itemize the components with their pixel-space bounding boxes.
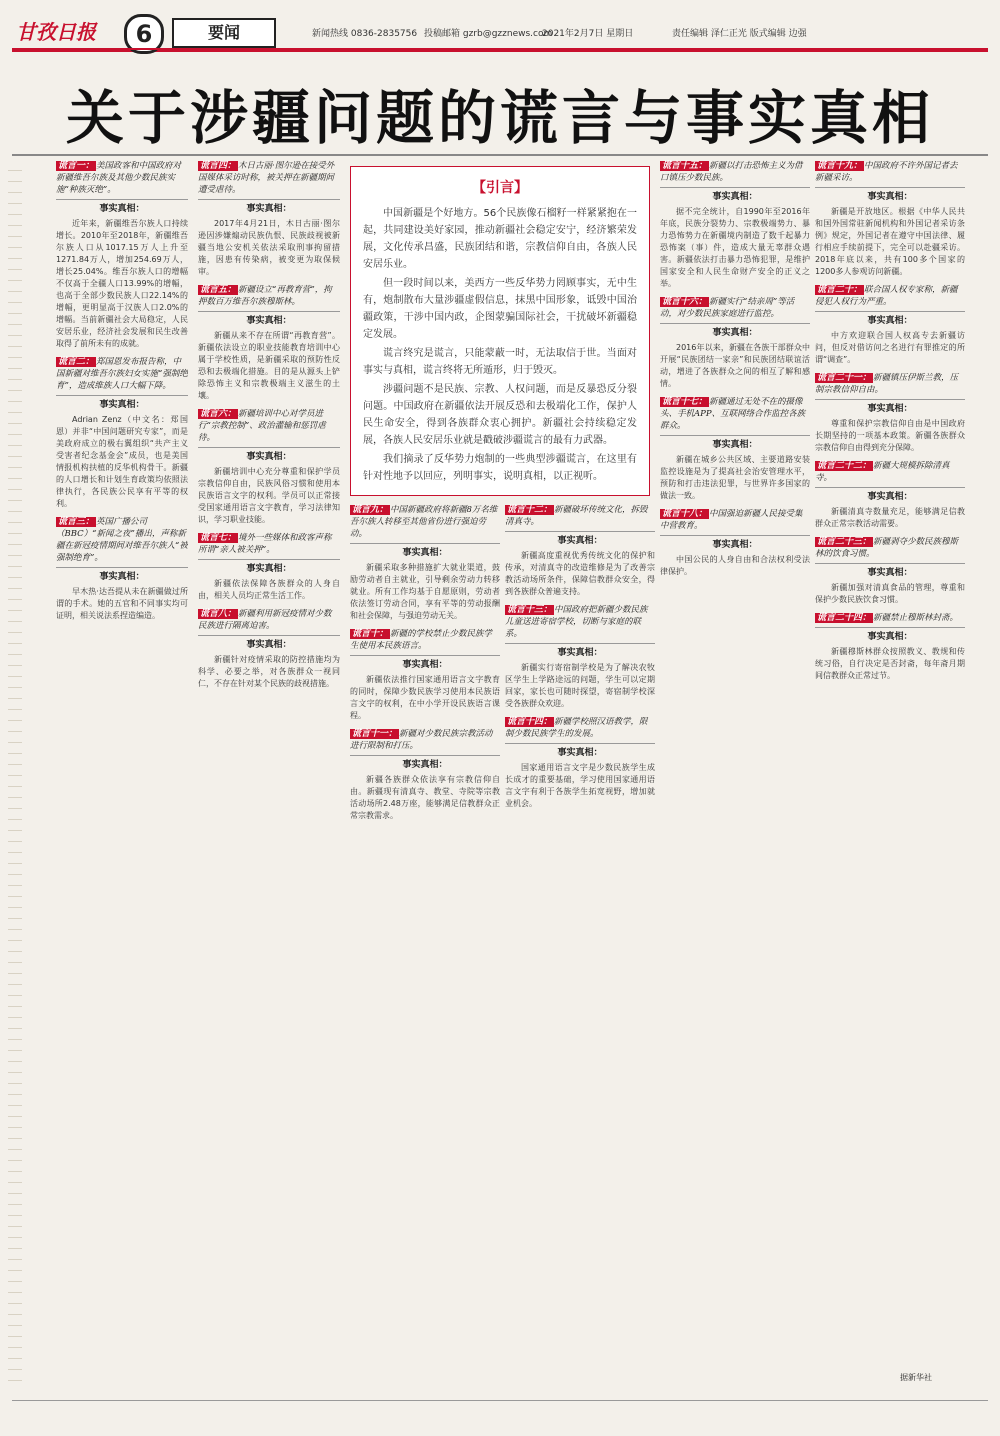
lie-fact-block — [198, 284, 340, 402]
preface-box — [350, 166, 650, 496]
lie-statement — [198, 608, 340, 636]
lie-statement — [198, 408, 340, 448]
lie-statement — [350, 504, 500, 544]
fact-heading: 事实真相： — [712, 328, 758, 338]
fact-body: 新疆针对疫情采取的防控措施均为科学、必要之举，对各族群众一视同仁，不存在针对某个民族的歧视措施。 — [198, 655, 340, 688]
fact-body: 国家通用语言文字是少数民族学生成长成才的重要基础，学习使用国家通用语言文字有利于各族学生拓宽视野，增加就业机会。 — [505, 763, 655, 808]
lie-text: 新疆实行“结亲周”等活动，对少数民族家庭进行监控。 — [660, 297, 795, 319]
lie-text: 新疆镇压伊斯兰教，压制宗教信仰自由。 — [815, 373, 959, 395]
fact-body: 新疆从来不存在所谓“再教育营”。新疆依法设立的职业技能教育培训中心属于学校性质，是新疆采取的预防性反恐和去极端化措施。目的是从源头上铲除恐怖主义和宗教极端主义滋生的土壤。 — [198, 331, 340, 400]
lie-label: 谎言二： — [58, 357, 95, 367]
lie-text: 中国政府不许外国记者去新疆采访。 — [815, 161, 958, 183]
lie-statement — [198, 284, 340, 312]
lie-fact-block — [350, 628, 500, 722]
lie-label: 谎言十： — [352, 629, 389, 639]
lie-fact-block — [198, 608, 340, 690]
lie-label: 谎言五： — [200, 285, 237, 295]
preface-paragraph: 我们摘录了反华势力炮制的一些典型涉疆谎言，在这里有针对性地予以回应，列明事实，说明真相，以正视听。 — [363, 454, 637, 482]
lie-label: 谎言三： — [58, 517, 95, 527]
column-5 — [660, 160, 810, 1388]
lie-text: 新疆剥夺少数民族穆斯林的饮食习惯。 — [815, 537, 959, 559]
lie-statement — [56, 356, 188, 396]
lie-statement — [505, 716, 655, 744]
lie-fact-block — [815, 160, 965, 278]
lie-label: 谎言十三： — [507, 605, 553, 615]
headline-rule — [12, 154, 988, 156]
lie-statement — [198, 532, 340, 560]
lie-fact-block — [505, 504, 655, 598]
fact-heading: 事实真相： — [712, 440, 758, 450]
preface-paragraph: 涉疆问题不是民族、宗教、人权问题，而是反暴恐反分裂问题。中国政府在新疆依法开展反恐和去极端化工作，保护人民生命安全，得到各族群众衷心拥护。新疆社会持续稳定发展，各族人民安居乐业就是戳破涉疆谎言的最有力武器。 — [363, 384, 637, 446]
fact-heading: 事实真相： — [246, 316, 292, 326]
lie-text: 新疆学校照汉语教学，限制少数民族学生的发展。 — [505, 717, 648, 739]
fact-heading: 事实真相： — [402, 660, 448, 670]
column-4 — [505, 504, 655, 1388]
lie-fact-block — [56, 356, 188, 510]
fact-heading: 事实真相： — [402, 760, 448, 770]
fact-heading: 事实真相： — [246, 204, 292, 214]
lie-label: 谎言十八： — [662, 509, 708, 519]
fact-body: 新疆加强对清真食品的管理，尊重和保护少数民族饮食习惯。 — [815, 583, 965, 604]
lie-label: 谎言十七： — [662, 397, 708, 407]
column-2 — [198, 160, 340, 1388]
lie-label: 谎言二十二： — [817, 461, 872, 471]
lie-text: 郑国恩发布报告称，中国新疆对维吾尔族妇女实施“强制绝育”，造成维族人口大幅下降。 — [56, 357, 188, 391]
fact-body: 早木热·达吾提从未在新疆做过所谓的手术。她的五官和不同事实均可证明，相关说法系捏造编造。 — [56, 587, 188, 620]
lie-fact-block — [815, 612, 965, 682]
lie-label: 谎言十五： — [662, 161, 708, 171]
lie-text: 新疆对少数民族宗教活动进行限制和打压。 — [350, 729, 493, 751]
source-credit: 据新华社 — [900, 1373, 932, 1382]
lie-label: 谎言十一： — [352, 729, 398, 739]
lie-label: 谎言一： — [58, 161, 95, 171]
lie-text: 联合国人权专家称，新疆侵犯人权行为严重。 — [815, 285, 958, 307]
lie-statement — [815, 460, 965, 488]
lie-statement — [815, 372, 965, 400]
column-6 — [815, 160, 965, 1388]
lie-statement — [505, 604, 655, 644]
fact-heading: 事实真相： — [712, 540, 758, 550]
lie-fact-block — [505, 716, 655, 810]
lie-label: 谎言二十四： — [817, 613, 872, 623]
lie-text: 美国政客和中国政府对新疆维吾尔族及其他少数民族实施“种族灭绝”。 — [56, 161, 182, 195]
fact-body: 新疆依法推行国家通用语言文字教育的同时，保障少数民族学习使用本民族语言文字的权利，在中小学开设民族语言课程。 — [350, 675, 500, 720]
fact-heading: 事实真相： — [246, 564, 292, 574]
fact-heading: 事实真相： — [99, 400, 145, 410]
lie-fact-block — [56, 516, 188, 622]
fact-body: 新疆穆斯林群众按照教义、教规和传统习俗，自行决定是否封斋，每年斋月期间信教群众正常过节。 — [815, 647, 965, 680]
lie-fact-block — [350, 728, 500, 822]
lie-fact-block — [350, 504, 500, 622]
lie-statement — [815, 536, 965, 564]
lie-statement — [660, 160, 810, 188]
lie-statement — [198, 160, 340, 200]
fact-heading: 事实真相： — [99, 572, 145, 582]
fact-heading: 事实真相： — [867, 316, 913, 326]
page-headline: 关于涉疆问题的谎言与事实真相 — [65, 84, 934, 152]
lie-fact-block — [660, 396, 810, 502]
lie-label: 谎言六： — [200, 409, 237, 419]
lie-text: 新疆设立“再教育营”，拘押数百万维吾尔族穆斯林。 — [198, 285, 332, 307]
lie-statement — [350, 628, 500, 656]
column-1 — [56, 160, 188, 1388]
fact-body: 新疆采取多种措施扩大就业渠道，鼓励劳动者自主就业，引导剩余劳动力转移就业。所有工作均基于自愿原则，劳动者依法签订劳动合同，享有平等的劳动报酬和社会保障，与强迫劳动无关。 — [350, 563, 500, 620]
fact-heading: 事实真相： — [99, 204, 145, 214]
lie-text: 新疆利用新冠疫情对少数民族进行隔离迫害。 — [198, 609, 332, 631]
lie-statement — [815, 284, 965, 312]
fact-body: 2016年以来，新疆在各族干部群众中开展“民族团结一家亲”和民族团结联谊活动，增进了各族群众之间的相互了解和感情。 — [660, 343, 810, 388]
lie-text: 新疆的学校禁止少数民族学生使用本民族语言。 — [350, 629, 493, 651]
lie-label: 谎言十四： — [507, 717, 553, 727]
fact-body: 中国公民的人身自由和合法权利受法律保护。 — [660, 555, 810, 576]
fact-body: 新疆高度重视优秀传统文化的保护和传承，对清真寺的改造维修是为了改善宗教活动场所条件，保障信教群众安全，得到各族群众普遍支持。 — [505, 551, 655, 596]
lie-text: 境外一些媒体和政客声称所谓“亲人被关押”。 — [198, 533, 332, 555]
masthead — [12, 14, 988, 52]
lie-label: 谎言四： — [200, 161, 237, 171]
lie-fact-block — [198, 532, 340, 602]
lie-text: 中国新疆政府将新疆8万名维吾尔族人转移至其他省份进行强迫劳动。 — [350, 505, 498, 539]
fact-heading: 事实真相： — [557, 648, 603, 658]
lie-fact-block — [815, 460, 965, 530]
lie-fact-block — [815, 284, 965, 366]
fact-body: 新疆培训中心充分尊重和保护学员宗教信仰自由，民族风俗习惯和使用本民族语言文字的权利。学员可以正常接受国家通用语言文字教育，学习法律知识，学习职业技能。 — [198, 467, 340, 524]
fact-body: 新疆是开放地区。根据《中华人民共和国外国常驻新闻机构和外国记者采访条例》规定，外国记者在遵守中国法律、履行相应手续前提下，完全可以赴疆采访。2018年底以来，共有100多个国家的1200多人参观访问新疆。 — [815, 207, 965, 276]
masthead-rule — [12, 48, 988, 50]
fact-heading: 事实真相： — [712, 192, 758, 202]
newspaper-logo: 甘孜日报 — [16, 20, 96, 44]
fact-body: 新疆实行寄宿制学校是为了解决农牧区学生上学路途远的问题，学生可以定期回家，家长也可随时探望，寄宿制学校深受各族群众欢迎。 — [505, 663, 655, 708]
fact-heading: 事实真相： — [557, 536, 603, 546]
preface-paragraph: 但一段时间以来，美西方一些反华势力罔顾事实，无中生有，炮制散布大量涉疆虚假信息，抹黑中国形象，诋毁中国治疆政策，干涉中国内政，企图蒙骗国际社会，干扰破坏新疆稳定发展。 — [363, 278, 637, 340]
fact-body: 据不完全统计，自1990年至2016年年底，民族分裂势力、宗教极端势力、暴力恐怖势力在新疆境内制造了数千起暴力恐怖案（事）件，造成大量无辜群众遇害。新疆依法打击暴力恐怖犯罪，是维护国家安全和人民生命财产安全的正义之举。 — [660, 207, 810, 288]
lie-statement — [660, 396, 810, 436]
lie-label: 谎言十六： — [662, 297, 708, 307]
lie-label: 谎言二十一： — [817, 373, 872, 383]
lie-statement — [56, 516, 188, 568]
lie-label: 谎言七： — [200, 533, 237, 543]
lie-text: 新疆破坏传统文化，拆毁清真寺。 — [505, 505, 648, 527]
lie-label: 谎言二十： — [817, 285, 863, 295]
lie-statement — [815, 160, 965, 188]
lie-fact-block — [660, 296, 810, 390]
lie-text: 木日古丽·图尔逊在接受外国媒体采访时称，被关押在新疆期间遭受虐待。 — [198, 161, 335, 195]
lie-label: 谎言八： — [200, 609, 237, 619]
lie-text: 新疆以打击恐怖主义为借口镇压少数民族。 — [660, 161, 803, 183]
lie-text: 新疆禁止穆斯林封斋。 — [873, 613, 959, 623]
fact-heading: 事实真相： — [867, 404, 913, 414]
lie-text: 新疆大规模拆除清真寺。 — [815, 461, 950, 483]
preface-paragraph: 中国新疆是个好地方。56个民族像石榴籽一样紧紧抱在一起，共同建设美好家园，推动新疆社会稳定安宁，经济繁荣发展，文化传承昌盛，民族团结和谐，宗教信仰自由，各族人民安居乐业。 — [363, 208, 637, 270]
lie-fact-block — [815, 536, 965, 606]
fact-body: 新疆各族群众依法享有宗教信仰自由。新疆现有清真寺、教堂、寺院等宗教活动场所2.48万座，能够满足信教群众正常宗教需求。 — [350, 775, 500, 820]
lie-label: 谎言二十三： — [817, 537, 872, 547]
fact-body: 新疆在城乡公共区域、主要道路安装监控设施是为了提高社会治安管理水平，预防和打击违法犯罪，与世界许多国家的做法一致。 — [660, 455, 810, 500]
fact-body: 新疆依法保障各族群众的人身自由，相关人员均正常生活工作。 — [198, 579, 340, 600]
lie-statement — [350, 728, 500, 756]
submission-email: 投稿邮箱 gzrb@gzznews.com — [424, 29, 553, 39]
issue-date: 2021年2月7日 星期日 — [542, 29, 634, 39]
lie-fact-block — [198, 408, 340, 526]
fact-heading: 事实真相： — [867, 192, 913, 202]
lie-fact-block — [660, 160, 810, 290]
lie-statement — [815, 612, 965, 628]
lie-fact-block — [815, 372, 965, 454]
lie-text: 新疆培训中心对学员进行“宗教控制”、政治灌输和惩罚虐待。 — [198, 409, 326, 443]
fact-heading: 事实真相： — [557, 748, 603, 758]
preface-title: 【引言】 — [472, 180, 528, 196]
lie-label: 谎言十二： — [507, 505, 553, 515]
lie-statement — [56, 160, 188, 200]
fact-heading: 事实真相： — [402, 548, 448, 558]
left-margin-decoration — [8, 160, 22, 1388]
lie-text: 新疆通过无处不在的摄像头、手机APP、互联网络合作监控各族群众。 — [660, 397, 806, 431]
lie-text: 中国政府把新疆少数民族儿童送进寄宿学校，切断与家庭的联系。 — [505, 605, 648, 639]
lie-statement — [660, 508, 810, 536]
lie-label: 谎言九： — [352, 505, 389, 515]
section-name: 要闻 — [172, 18, 276, 48]
preface-paragraph: 谎言终究是谎言，只能蒙蔽一时，无法取信于世。当面对事实与真相，谎言终将无所遁形，归于毁灭。 — [363, 348, 637, 376]
fact-heading: 事实真相： — [246, 640, 292, 650]
fact-body: 新疆清真寺数量充足，能够满足信教群众正常宗教活动需要。 — [815, 507, 965, 528]
fact-body: 近年来，新疆维吾尔族人口持续增长。2010年至2018年，新疆维吾尔族人口从1017.15万人上升至1271.84万人，增加254.69万人，增长25.04%。维吾尔族人口的增幅不仅高于全疆人口13.99%的增幅，也高于全部少数民族人口22.14%的增幅，更明显高于汉族人口2.0%的增幅。当前新疆社会大局稳定，人民安居乐业，经济社会发展和民生改善取得了前所未有的成就。 — [56, 219, 188, 348]
fact-heading: 事实真相： — [246, 452, 292, 462]
lie-label: 谎言十九： — [817, 161, 863, 171]
lie-text: 中国强迫新疆人民接受集中营教育。 — [660, 509, 803, 531]
fact-heading: 事实真相： — [867, 568, 913, 578]
editors-credit: 责任编辑 泽仁正光 版式编辑 边强 — [672, 29, 807, 39]
news-hotline: 新闻热线 0836-2835756 — [312, 29, 418, 39]
lie-fact-block — [660, 508, 810, 578]
fact-body: 中方欢迎联合国人权高专去新疆访问，但反对借访问之名进行有罪推定的所谓“调查”。 — [815, 331, 965, 364]
fact-body: Adrian Zenz（中文名：郑国恩）并非“中国问题研究专家”，而是美政府成立的极右翼组织“共产主义受害者纪念基金会”成员，也是美国情报机构扶植的反华机构骨干。新疆的人口增长和计划生育政策均依照法律执行，各民族公民享有平等的权利。 — [56, 415, 188, 508]
lie-statement — [505, 504, 655, 532]
fact-body: 尊重和保护宗教信仰自由是中国政府长期坚持的一项基本政策。新疆各族群众宗教信仰自由得到充分保障。 — [815, 419, 965, 452]
lie-fact-block — [56, 160, 188, 350]
fact-heading: 事实真相： — [867, 632, 913, 642]
column-3 — [350, 504, 500, 1388]
fact-heading: 事实真相： — [867, 492, 913, 502]
lie-text: 英国广播公司（BBC）“新闻之夜”播出，声称新疆在新冠疫情期间对维吾尔族人“被强制绝育”。 — [56, 517, 188, 563]
page-number: 6 — [124, 14, 164, 54]
fact-body: 2017年4月21日，木日古丽·图尔逊因涉嫌煽动民族仇恨、民族歧视被新疆当地公安机关依法采取刑事拘留措施，因患有传染病，被变更为取保候审。 — [198, 219, 340, 276]
lie-fact-block — [198, 160, 340, 278]
lie-fact-block — [505, 604, 655, 710]
footer-rule — [12, 1400, 988, 1419]
lie-statement — [660, 296, 810, 324]
